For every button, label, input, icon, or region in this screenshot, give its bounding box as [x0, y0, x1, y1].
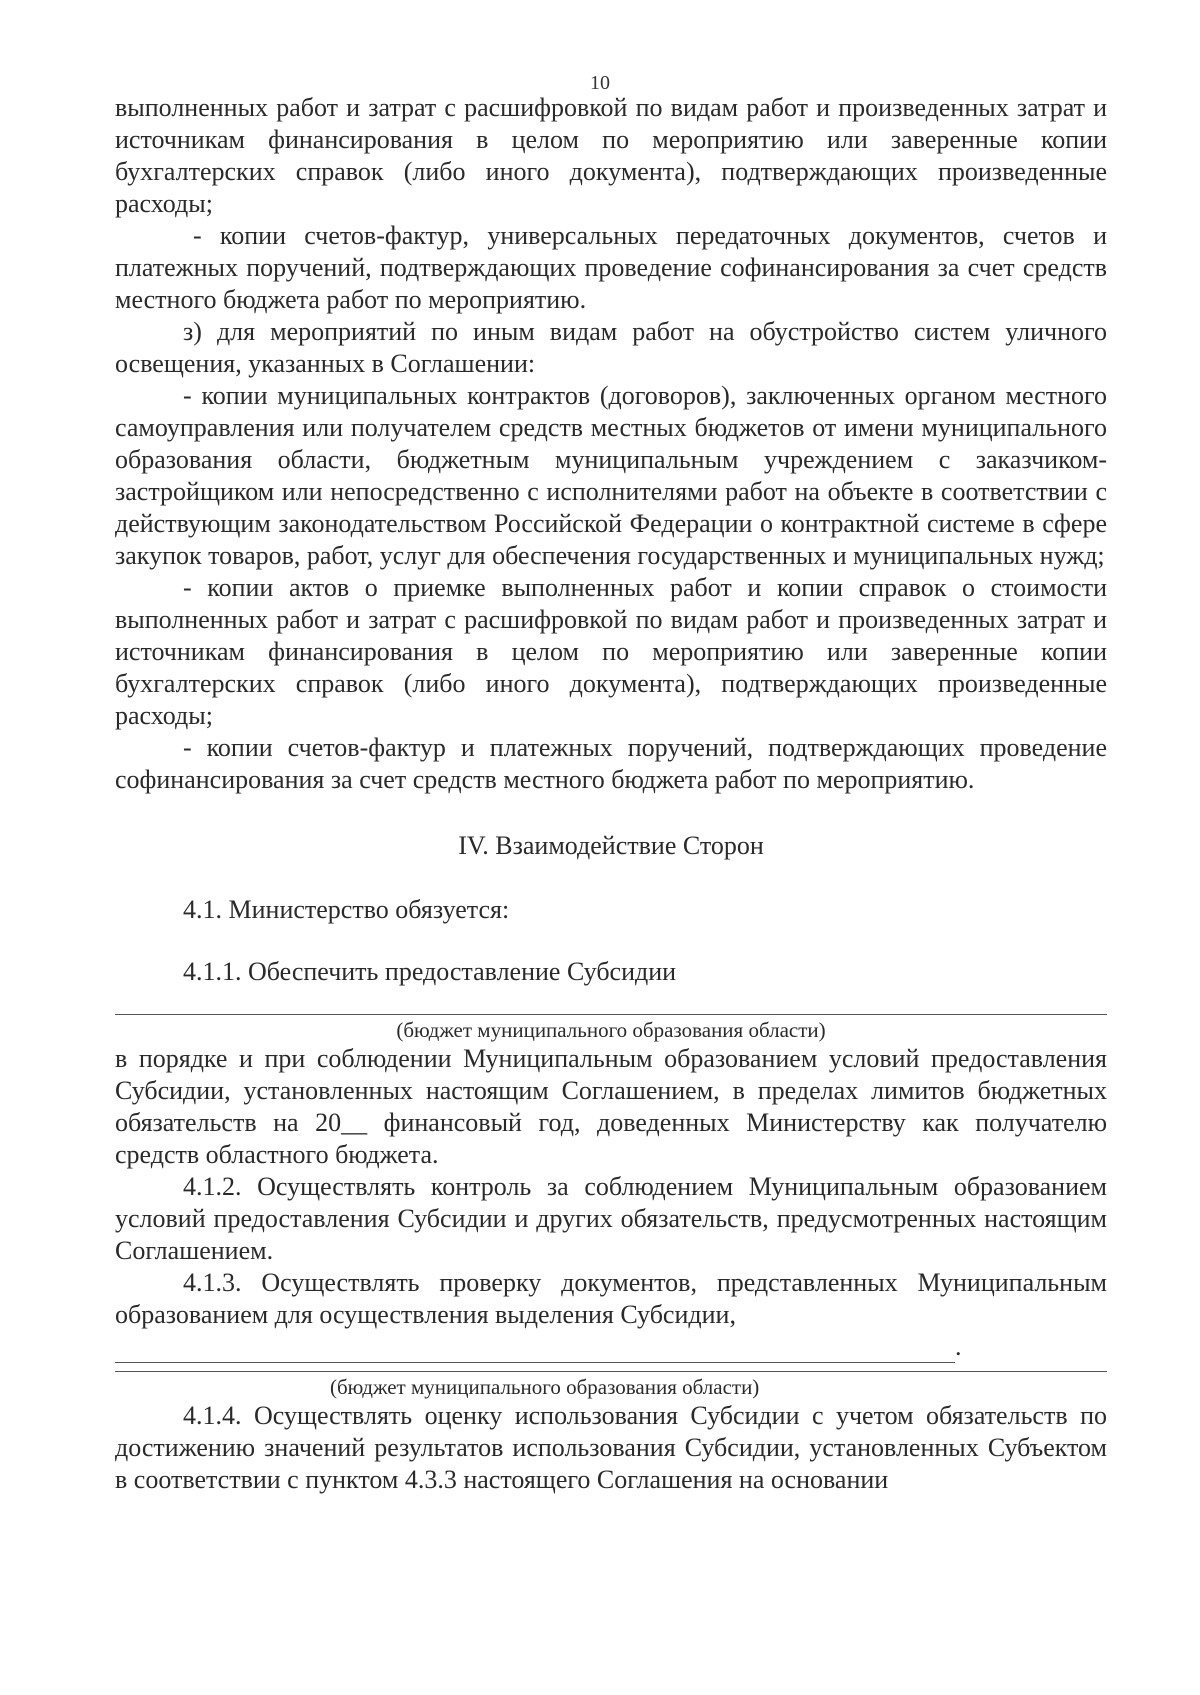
budget-note: (бюджет муниципального образования области): [330, 1375, 760, 1399]
fill-in-line: [115, 1336, 955, 1363]
clause-4-1-2: 4.1.2. Осуществлять контроль за соблюдением Муниципальным образованием условий предоставления Субсидии и других обязательств, предусмотренных настоящим Соглашением.: [115, 1172, 1107, 1265]
paragraph-payment-orders: - копии счетов-фактур и платежных поручений, подтверждающих проведение софинансирования за счет средств местного бюджета работ по мероприятию.: [115, 733, 1107, 794]
budget-note: (бюджет муниципального образования области): [396, 1018, 826, 1042]
fill-in-row: [115, 1331, 1107, 1363]
clause-4-1-1-continuation: в порядке и при соблюдении Муниципальным образованием условий предоставления Субсидии, установленных настоящим Соглашением, в пределах лимитов бюджетных обязательств на 20__ финансовый год, доведенных Министерству как получателю средств областного бюджета.: [115, 1044, 1107, 1169]
document-body: [115, 92, 1107, 1496]
paragraph-contracts: - копии муниципальных контрактов (договоров), заключенных органом местного самоуправления или получателем средств местных бюджетов от имени муниципального образования области, бюджетным муниципальным учреждением с заказчиком-застройщиком или непосредственно с исполнителями работ на объекте в соответствии с действующим законодательством Российской Федерации о контрактной системе в сфере закупок товаров, работ, услуг для обеспечения государственных и муниципальных нужд;: [115, 381, 1107, 570]
clause-4-1: 4.1. Министерство обязуется:: [183, 895, 510, 924]
clause-4-1-3: 4.1.3. Осуществлять проверку документов, представленных Муниципальным образованием для осуществления выделения Субсидии,: [115, 1268, 1107, 1329]
clause-4-1-4: 4.1.4. Осуществлять оценку использования Субсидии с учетом обязательств по достижению значений результатов использования Субсидии, установленных Субъектом в соответствии с пунктом 4.3.3 настоящего Соглашения на основании: [115, 1401, 1107, 1494]
paragraph-acts: - копии актов о приемке выполненных работ и копии справок о стоимости выполненных работ и затрат с расшифровкой по видам работ и произведенных затрат и источникам финансирования в целом по мероприятию или заверенные копии бухгалтерских справок (либо иного документа), подтверждающих произведенные расходы;: [115, 573, 1107, 730]
paragraph-lighting: з) для мероприятий по иным видам работ на обустройство систем уличного освещения, указанных в Соглашении:: [115, 317, 1107, 378]
paragraph-invoices: - копии счетов-фактур, универсальных передаточных документов, счетов и платежных поручений, подтверждающих проведение софинансирования за счет средств местного бюджета работ по мероприятию.: [115, 221, 1107, 314]
fill-in-line: [115, 988, 1107, 1015]
fill-in-line: [115, 1363, 1107, 1372]
clause-4-1-1: 4.1.1. Обеспечить предоставление Субсидии: [183, 957, 677, 986]
line-end-dot: .: [955, 1332, 962, 1361]
paragraph-continuation: выполненных работ и затрат с расшифровкой по видам работ и произведенных затрат и источникам финансирования в целом по мероприятию или заверенные копии бухгалтерских справок (либо иного документа), подтверждающих произведенные расходы;: [115, 93, 1107, 218]
page-number: 10: [590, 72, 610, 94]
section-title: IV. Взаимодействие Сторон: [458, 831, 764, 860]
